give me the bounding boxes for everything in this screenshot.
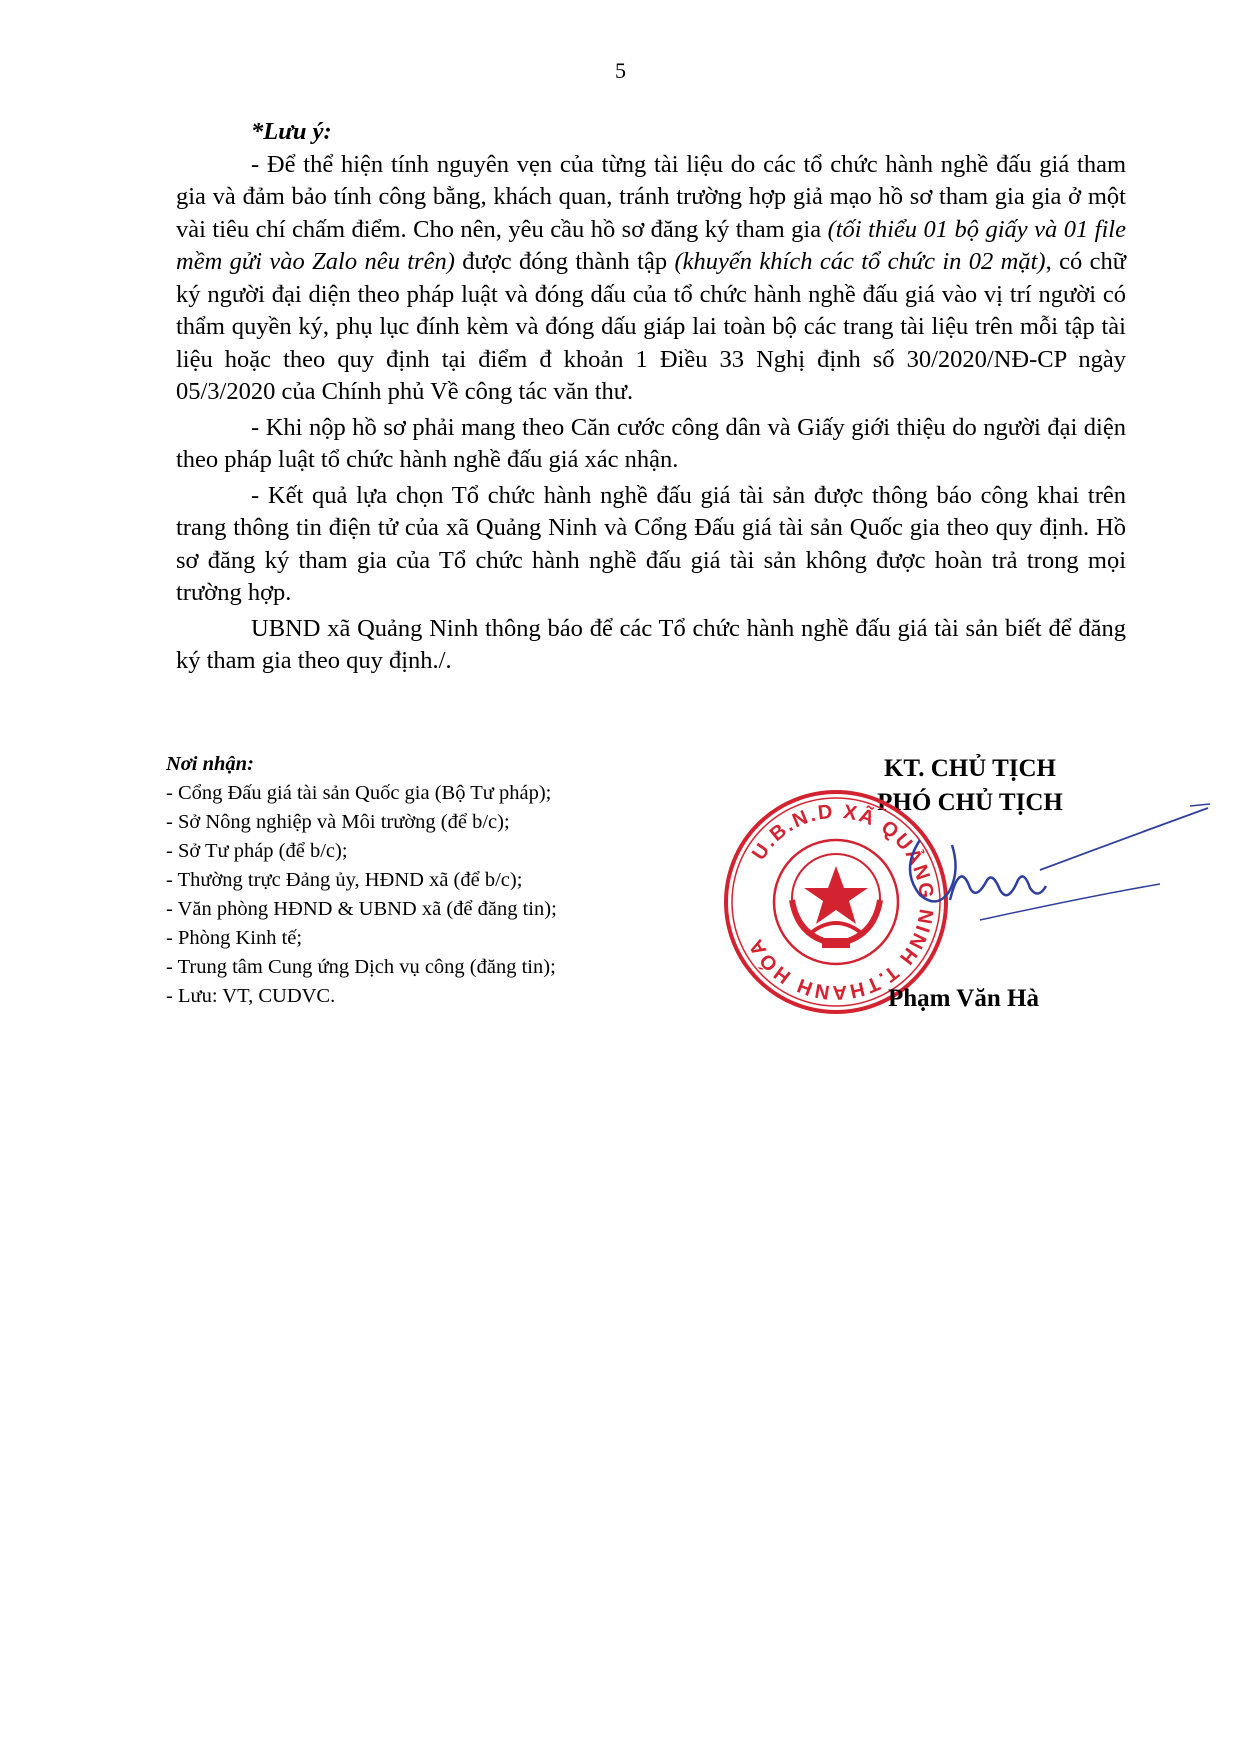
- note-paragraph-results: - Kết quả lựa chọn Tổ chức hành nghề đấu giá tài sản được thông báo công khai trên trang thông tin điện tử của xã Quảng Ninh và Cổng Đấu giá tài sản Quốc gia theo quy định. Hồ sơ đăng ký tham gia của Tổ chức hành nghề đấu giá tài sản không được hoàn trả trong mọi trường hợp.: [176, 481, 1126, 606]
- recipient-item: - Sở Nông nghiệp và Môi trường (để b/c);: [166, 811, 510, 833]
- note-paragraph-integrity-italic-2: (khuyến khích các tổ chức in 02 mặt): [674, 248, 1046, 275]
- signer-title-acting: KT. CHỦ TỊCH: [883, 755, 1057, 782]
- note-paragraph-integrity: [176, 149, 1126, 409]
- page-number: 5: [615, 58, 626, 83]
- recipient-item: - Trung tâm Cung ứng Dịch vụ công (đăng tin);: [166, 956, 556, 978]
- signer-name: Phạm Văn Hà: [888, 985, 1039, 1012]
- recipients-block: [166, 750, 726, 1011]
- recipient-item: - Văn phòng HĐND & UBND xã (để đăng tin);: [166, 898, 557, 920]
- recipient-item: - Cổng Đấu giá tài sản Quốc gia (Bộ Tư pháp);: [166, 782, 552, 804]
- closing-paragraph: UBND xã Quảng Ninh thông báo để các Tổ chức hành nghề đấu giá tài sản biết để đăng ký tham gia theo quy định./.: [176, 614, 1126, 674]
- note-paragraph-integrity-text-3: , có chữ ký người đại diện theo pháp luật và đóng dấu của tổ chức hành nghề đấu giá vào vị trí người có thẩm quyền ký, phụ lục đính kèm và đóng dấu giáp lai toàn bộ các trang tài liệu trên mỗi tập tài liệu hoặc theo quy định tại điểm đ khoản 1 Điều 33 Nghị định số 30/2020/NĐ-CP ngày 05/3/2020 của Chính phủ Về công tác văn thư.: [176, 248, 1126, 405]
- handwritten-signature: [890, 800, 1220, 940]
- note-paragraph-integrity-text-1: - Để thể hiện tính nguyên vẹn của từng tài liệu do các tổ chức hành nghề đấu giá tham gia và đảm bảo tính công bằng, khách quan, tránh trường hợp giả mạo hồ sơ tham gia gia ở một vài tiêu chí chấm điểm. Cho nên, yêu cầu hồ sơ đăng ký tham gia: [176, 150, 1126, 243]
- recipient-item: - Sở Tư pháp (để b/c);: [166, 840, 348, 862]
- national-emblem-icon: [792, 854, 880, 948]
- recipients-heading: Nơi nhận:: [166, 753, 254, 775]
- note-heading: *Lưu ý:: [251, 118, 332, 145]
- recipient-item: - Thường trực Đảng ủy, HĐND xã (để b/c);: [166, 869, 523, 891]
- recipient-item: - Phòng Kinh tế;: [166, 927, 303, 949]
- signer-title-vice-chair: PHÓ CHỦ TỊCH: [877, 789, 1063, 816]
- note-paragraph-integrity-italic-1: (tối thiểu 01 bộ giấy và 01 file mềm gửi vào Zalo nêu trên): [176, 215, 1126, 275]
- note-paragraph-integrity-text-2: được đóng thành tập: [454, 248, 675, 275]
- recipient-item: - Lưu: VT, CUDVC.: [166, 985, 336, 1007]
- seal-text: U.B.N.D XÃ QUẢNG NINH T.THANH HÓA: [744, 800, 938, 1004]
- note-section: [176, 116, 1126, 681]
- note-paragraph-documents: - Khi nộp hồ sơ phải mang theo Căn cước công dân và Giấy giới thiệu do người đại diện theo pháp luật tổ chức hành nghề đấu giá xác nhận.: [176, 413, 1126, 473]
